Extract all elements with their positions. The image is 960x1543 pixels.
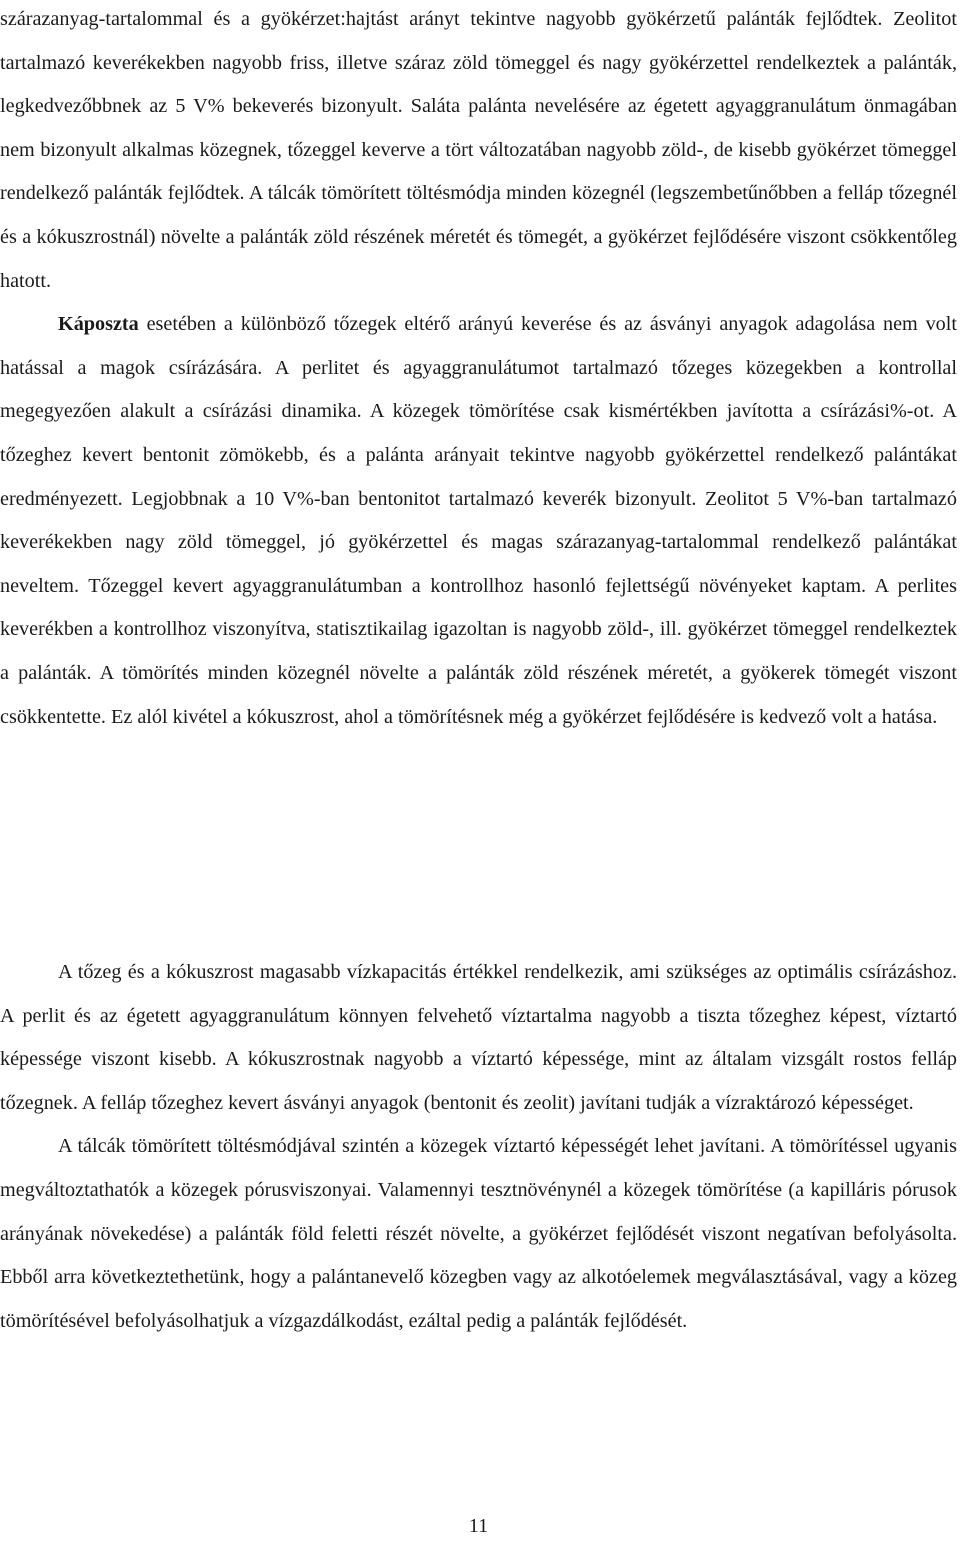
- cabbage-heading: Káposzta: [58, 313, 139, 336]
- body-text-block-2: [0, 951, 957, 1343]
- page-number: 11: [468, 1515, 489, 1537]
- paragraph-salad: szárazanyag-tartalommal és a gyökérzet:hajtást arányt tekintve nagyobb gyökérzetű palánták fejlődtek. Zeolitot tartalmazó keverékekben nagyobb friss, illetve száraz zöld tömeggel és nagy gyökérzettel rendelkeztek a palánták, legkedvezőbbnek az 5 V% bekeverés bizonyult. Saláta palánta nevelésére az égetett agyaggranulátum önmagában nem bizonyult alkalmas közegnek, tőzeggel keverve a tört változatában nagyobb zöld-, de kisebb gyökérzet tömeggel rendelkező palánták fejlődtek. A tálcák tömörített töltésmódja minden közegnél (legszembetűnőbben a felláp tőzegnél és a kókuszrostnál) növelte a palánták zöld részének méretét és tömegét, a gyökérzet fejlődésére viszont csökkentőleg hatott.: [0, 8, 957, 292]
- paragraph-cabbage: [0, 303, 957, 739]
- paragraph-water-capacity: A tőzeg és a kókuszrost magasabb vízkapacitás értékkel rendelkezik, ami szükséges az optimális csírázáshoz. A perlit és az égetett agyaggranulátum könnyen felvehető víztartalma nagyobb a tiszta tőzeghez képest, víztartó képessége viszont kisebb. A kókuszrostnak nagyobb a víztartó képessége, mint az általam vizsgált rostos felláp tőzegnek. A felláp tőzeghez kevert ásványi anyagok (bentonit és zeolit) javítani tudják a vízraktározó képességet.: [0, 961, 957, 1114]
- cabbage-text: esetében a különböző tőzegek eltérő arányú keverése és az ásványi anyagok adagolása nem volt hatással a magok csírázására. A perlitet és agyaggranulátumot tartalmazó tőzeges közegekben a kontrollal megegyezően alakult a csírázási dinamika. A közegek tömörítése csak kismértékben javította a csírázási%-ot. A tőzeghez kevert bentonit zömökebb, és a palánta arányait tekintve nagyobb gyökérzettel rendelkező palántákat eredményezett. Legjobbnak a 10 V%-ban bentonitot tartalmazó keverék bizonyult. Zeolitot 5 V%-ban tartalmazó keverékekben nagy zöld tömeggel, jó gyökérzettel és magas szárazanyag-tartalommal rendelkező palántákat neveltem. Tőzeggel kevert agyaggranulátumban a kontrollhoz hasonló fejlettségű növényeket kaptam. A perlites keverékben a kontrollhoz viszonyítva, statisztikailag igazoltan is nagyobb zöld-, ill. gyökérzet tömeggel rendelkeztek a palánták. A tömörítés minden közegnél növelte a palánták zöld részének méretét, a gyökerek tömegét viszont csökkentette. Ez alól kivétel a kókuszrost, ahol a tömörítésnek még a gyökérzet fejlődésére is kedvező volt a hatása.: [0, 313, 957, 728]
- paragraph-compaction: A tálcák tömörített töltésmódjával szintén a közegek víztartó képességét lehet javítani. A tömörítéssel ugyanis megváltoztathatók a közegek pórusviszonyai. Valamennyi tesztnövénynél a közegek tömörítése (a kapilláris pórusok arányának növekedése) a palánták föld feletti részét növelte, a gyökérzet fejlődését viszont negatívan befolyásolta. Ebből arra következtethetünk, hogy a palántanevelő közegben vagy az alkotóelemek megválasztásával, vagy a közeg tömörítésével befolyásolhatjuk a vízgazdálkodást, ezáltal pedig a palánták fejlődését.: [0, 1135, 957, 1332]
- body-text-block-1: [0, 0, 957, 739]
